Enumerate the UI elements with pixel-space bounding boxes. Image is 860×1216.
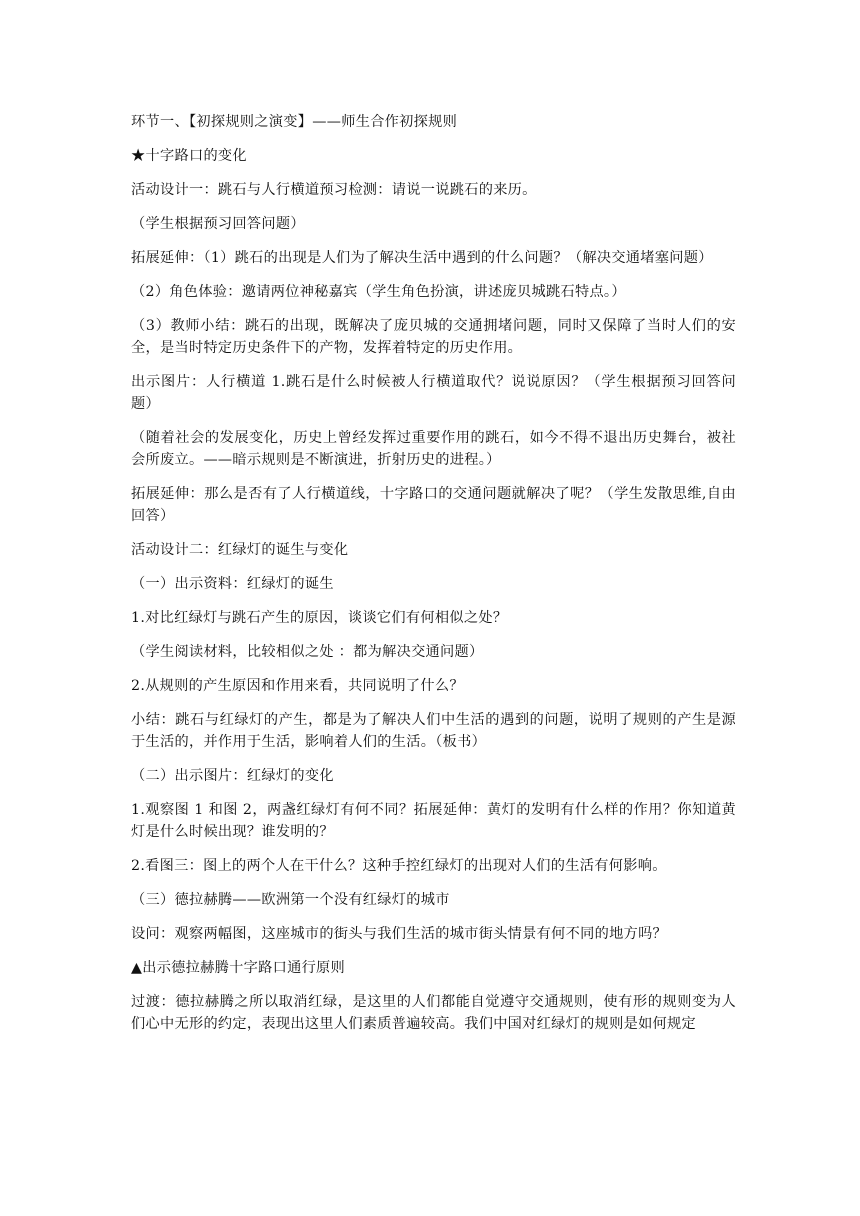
subheading-activity-two: 活动设计二：红绿灯的诞生与变化 (131, 542, 349, 558)
paragraph: 拓展延伸：那么是否有了人行横道线，十字路口的交通问题就解决了呢？（学生发散思维,自由回答） (131, 486, 736, 524)
paragraph: ▲出示德拉赫腾十字路口通行原则 (131, 960, 346, 976)
paragraph: （3）教师小结：跳石的出现，既解决了庞贝城的交通拥堵问题，同时又保障了当时人们的安全，是当时特定历史条件下的产物，发挥着特定的历史作用。 (131, 318, 736, 356)
paragraph: 活动设计一：跳石与人行横道预习检测：请说一说跳石的来历。 (131, 182, 537, 198)
paragraph: （学生阅读材料，比较相似之处 ：都为解决交通问题） (131, 644, 484, 660)
document-body (131, 111, 736, 1047)
paragraph: 拓展延伸：（1）跳石的出现是人们为了解决生活中遇到的什么问题？（解决交通堵塞问题） (131, 250, 713, 266)
section-heading: 环节一、【初探规则之演变】——师生合作初探规则 (131, 114, 458, 130)
paragraph: （三）德拉赫腾——欧洲第一个没有红绿灯的城市 (131, 892, 450, 908)
paragraph: （学生根据预习回答问题） (131, 216, 305, 232)
paragraph: 设问：观察两幅图，这座城市的街头与我们生活的城市街头情景有何不同的地方吗？ (131, 926, 668, 942)
paragraph: 1.对比红绿灯与跳石产生的原因，谈谈它们有何相似之处？ (131, 610, 508, 626)
paragraph: （2）角色体验：邀请两位神秘嘉宾（学生角色扮演，讲述庞贝城跳石特点。） (131, 284, 626, 300)
paragraph: （一）出示资料：红绿灯的诞生 (131, 576, 334, 592)
paragraph: （二）出示图片：红绿灯的变化 (131, 768, 334, 784)
paragraph: （随着社会的发展变化，历史上曾经发挥过重要作用的跳石，如今不得不退出历史舞台，被社会所废立。——暗示规则是不断演进，折射历史的进程。） (131, 430, 736, 468)
paragraph: 2.看图三：图上的两个人在干什么？这种手控红绿灯的出现对人们的生活有何影响。 (131, 858, 667, 874)
paragraph: 小结：跳石与红绿灯的产生，都是为了解决人们中生活的遇到的问题，说明了规则的产生是源于生活的，并作用于生活，影响着人们的生活。（板书） (131, 712, 736, 750)
paragraph: 出示图片：人行横道 1.跳石是什么时候被人行横道取代？说说原因？（学生根据预习回答问题） (131, 374, 736, 412)
subheading-crossroad: ★十字路口的变化 (131, 148, 247, 164)
paragraph: 1.观察图 1 和图 2，两盏红绿灯有何不同？拓展延伸：黄灯的发明有什么样的作用？你知道黄灯是什么时候出现？谁发明的？ (131, 802, 736, 840)
paragraph: 2.从规则的产生原因和作用来看，共同说明了什么？ (131, 678, 464, 694)
paragraph: 过渡：德拉赫腾之所以取消红绿，是这里的人们都能自觉遵守交通规则，使有形的规则变为人们心中无形的约定，表现出这里人们素质普遍较高。我们中国对红绿灯的规则是如何规定 (131, 994, 736, 1032)
